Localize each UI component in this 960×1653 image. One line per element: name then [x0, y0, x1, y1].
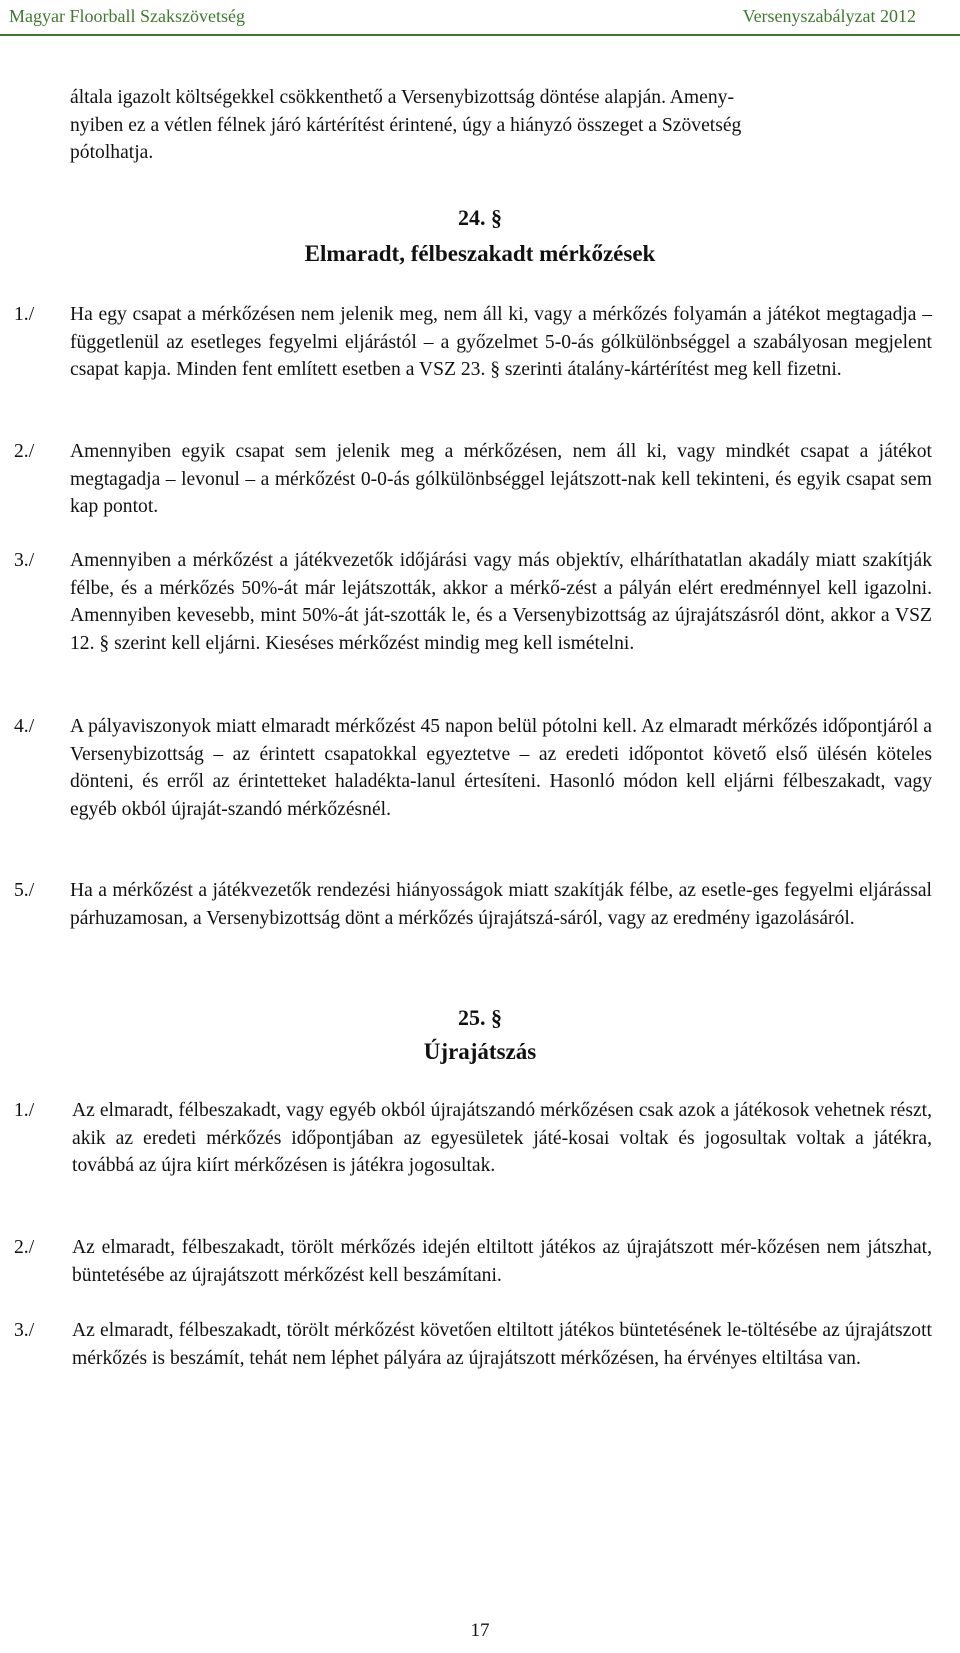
- intro-paragraph: [70, 84, 930, 167]
- item-text: Az elmaradt, félbeszakadt, vagy egyéb okból újrajátszandó mérkőzésen csak azok a játékosok vehetnek részt, akik az eredeti mérkőzés időpontjában az egyesületek játé-kosai voltak és jogosultak voltak a játékra, továbbá az újra kiírt mérkőzésen is játékra jogosultak.: [72, 1100, 932, 1177]
- item-text: Az elmaradt, félbeszakadt, törölt mérkőzés idején eltiltott játékos az újrajátszott mér-kőzésen nem játszhat, büntetésébe az újrajátszott mérkőzést kell beszámítani.: [72, 1237, 932, 1286]
- header-organization: Magyar Floorball Szakszövetség: [9, 6, 245, 26]
- item-text: Ha a mérkőzést a játékvezetők rendezési hiányosságok miatt szakítják félbe, az esetle-ges fegyelmi eljárással párhuzamosan, a Versenybizottság dönt a mérkőzés újrajátszá-sáról, vagy az eredmény igazolásáról.: [70, 880, 932, 929]
- item-number: 1./: [14, 1100, 35, 1121]
- section-25-number: 25. §: [458, 1005, 502, 1030]
- item-number: 3./: [14, 1320, 35, 1341]
- item-number: 4./: [14, 716, 35, 737]
- section-25-title: Újrajátszás: [423, 1039, 537, 1064]
- item-number: 1./: [14, 304, 35, 325]
- page-header: [0, 0, 960, 36]
- item-text: Az elmaradt, félbeszakadt, törölt mérkőzést követően eltiltott játékos büntetésének le-töltésébe az újrajátszott mérkőzés is beszámít, tehát nem léphet pályára az újrajátszott mérkőzésen, ha érvényes eltiltása van.: [72, 1320, 932, 1369]
- section-24-number: 24. §: [458, 205, 502, 230]
- page-number: 17: [470, 1620, 490, 1641]
- item-text: Ha egy csapat a mérkőzésen nem jelenik meg, nem áll ki, vagy a mérkőzés folyamán a játékot megtagadja – függetlenül az esetleges fegyelmi eljárástól – a győzelmet 5-0-ás gólkülönbséggel a szabályosan megjelent csapat kapja. Minden fent említett esetben a VSZ 23. § szerinti átalány-kártérítést meg kell fizetni.: [70, 304, 932, 381]
- item-number: 3./: [14, 550, 35, 571]
- intro-line: általa igazolt költségekkel csökkenthető a Versenybizottság döntése alapján. Ameny-: [70, 87, 734, 108]
- item-number: 2./: [14, 1237, 35, 1258]
- item-number: 2./: [14, 441, 35, 462]
- intro-line: nyiben ez a vétlen félnek járó kártérítést érintené, úgy a hiányzó összeget a Szövetség: [70, 114, 742, 136]
- header-document-title: Versenyszabályzat 2012: [742, 6, 916, 26]
- item-text: A pályaviszonyok miatt elmaradt mérkőzést 45 napon belül pótolni kell. Az elmaradt mérkőzés időpontjáról a Versenybizottság – az érintett csapatokkal egyeztetve – az eredeti időpontot követő első ülésén köteles dönteni, és erről az érintetteket haladékta-lanul értesíteni. Hasonló módon kell eljárni félbeszakadt, vagy egyéb okból újraját-szandó mérkőzésnél.: [70, 716, 932, 820]
- item-number: 5./: [14, 880, 35, 901]
- section-24-title: Elmaradt, félbeszakadt mérkőzések: [304, 241, 656, 266]
- intro-line: pótolhatja.: [70, 142, 154, 164]
- item-text: Amennyiben a mérkőzést a játékvezetők időjárási vagy más objektív, elháríthatatlan akadály miatt szakítják félbe, és a mérkőzés 50%-át már lejátszották, akkor a mérkő-zést a pályán elért eredménnyel kell igazolni. Amennyiben kevesebb, mint 50%-át ját-szották le, és a Versenybizottság az újrajátszásról dönt, akkor a VSZ 12. § szerint kell eljárni. Kieséses mérkőzést mindig meg kell ismételni.: [70, 550, 932, 654]
- item-text: Amennyiben egyik csapat sem jelenik meg a mérkőzésen, nem áll ki, vagy mindkét csapat a játékot megtagadja – levonul – a mérkőzést 0-0-ás gólkülönbséggel lejátszott-nak kell tekinteni, és egyik csapat sem kap pontot.: [70, 441, 932, 518]
